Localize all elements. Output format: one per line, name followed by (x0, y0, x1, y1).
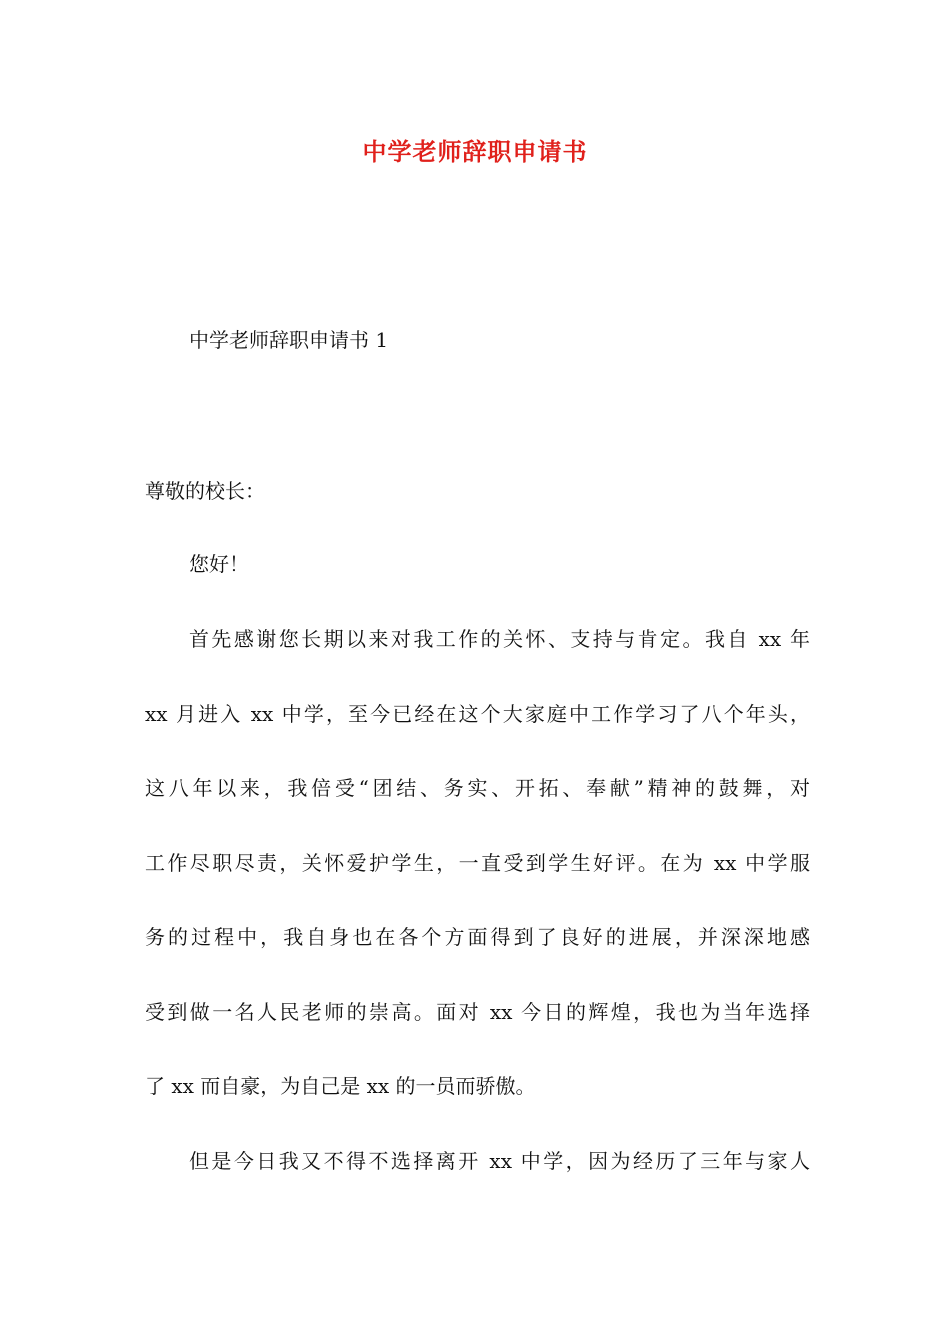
paragraph-1-line: 了 xx 而自豪，为自己是 xx 的一员而骄傲。 (145, 1074, 536, 1098)
greeting: 您好！ (189, 552, 249, 576)
paragraph-2-line: 但是今日我又不得不选择离开 xx 中学，因为经历了三年与家人 (189, 1149, 810, 1173)
paragraph-1-line: 受到做一名人民老师的崇高。面对 xx 今日的辉煌，我也为当年选择 (145, 1000, 810, 1024)
salutation: 尊敬的校长： (145, 479, 265, 503)
paragraph-1-line: 首先感谢您长期以来对我工作的关怀、支持与肯定。我自 xx 年 (189, 627, 810, 651)
paragraph-1-line: 务的过程中，我自身也在各个方面得到了良好的进展，并深深地感 (145, 925, 810, 949)
paragraph-1-line: 这八年以来，我倍受“团结、务实、开拓、奉献”精神的鼓舞，对 (145, 776, 810, 800)
document-title: 中学老师辞职申请书 (362, 137, 588, 166)
paragraph-1-line: xx 月进入 xx 中学，至今已经在这个大家庭中工作学习了八个年头， (145, 702, 810, 726)
paragraph-1-line: 工作尽职尽责，关怀爱护学生，一直受到学生好评。在为 xx 中学服 (145, 851, 810, 875)
section-heading: 中学老师辞职申请书 1 (189, 328, 389, 352)
